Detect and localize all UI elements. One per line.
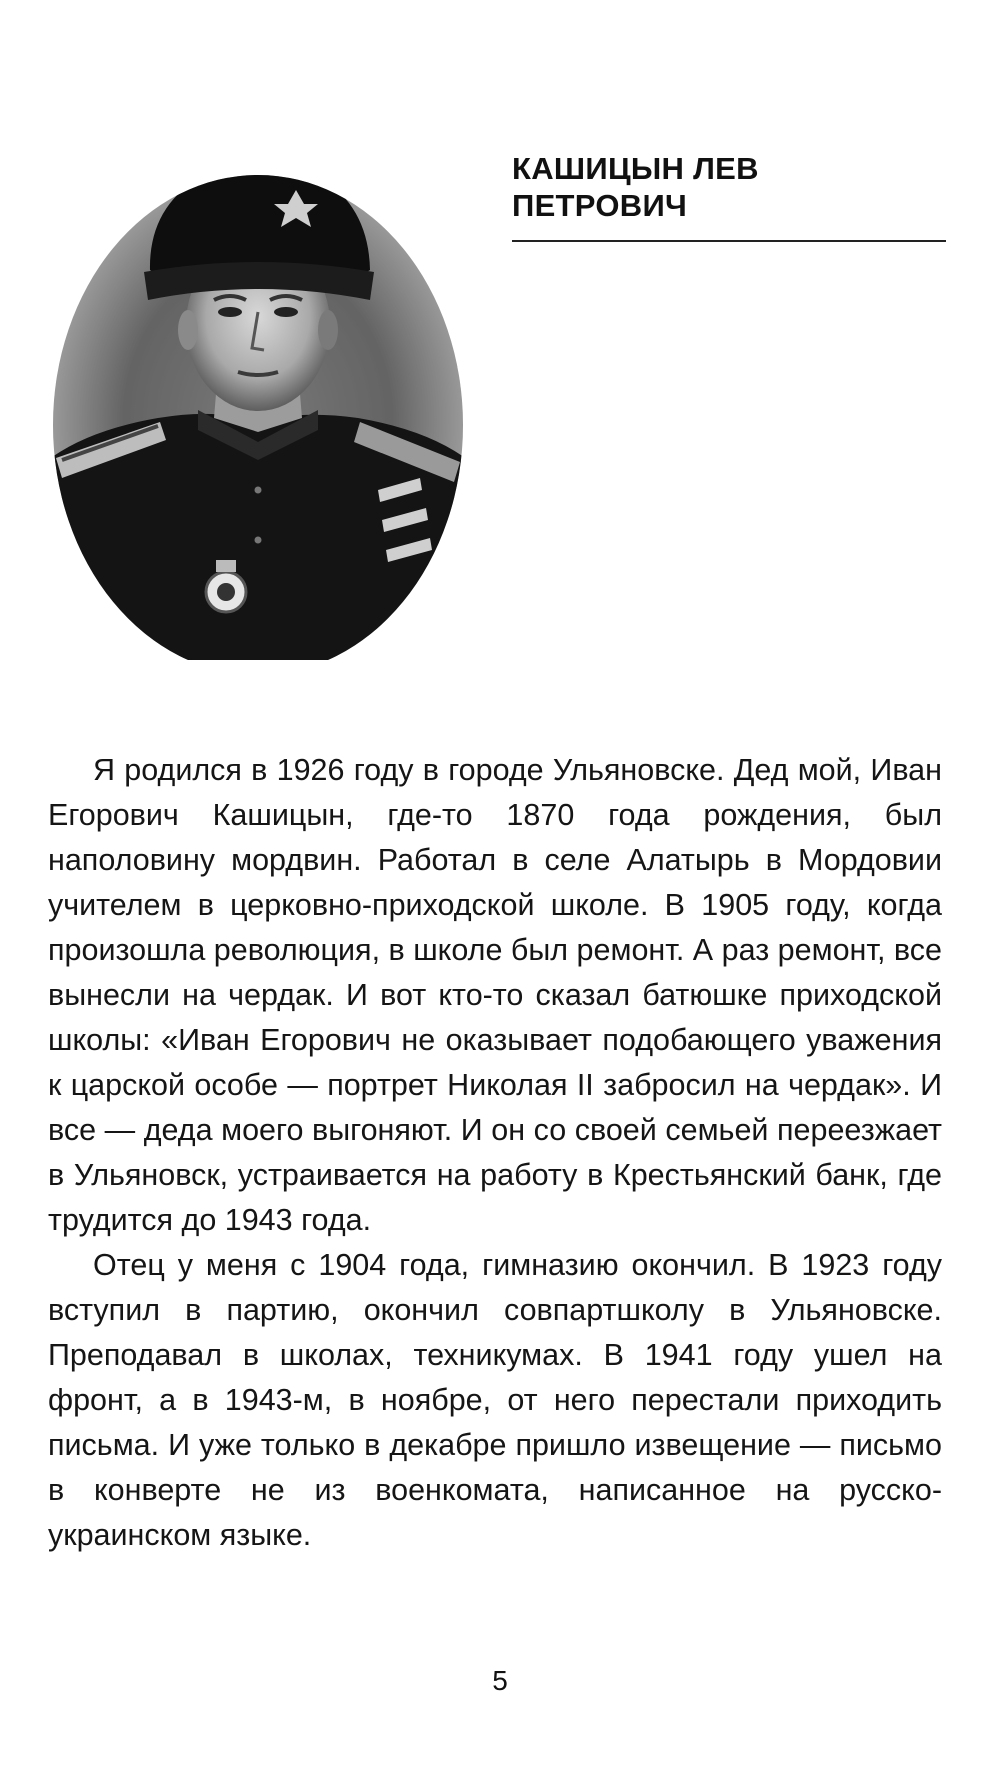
title-line-2: ПЕТРОВИЧ [512,188,688,223]
heading-block [512,150,946,242]
paragraph-1: Я родился в 1926 году в городе Ульяновске. Дед мой, Иван Егорович Кашицын, где-то 1870 года рождения, был наполовину мордвин. Работал в селе Алатырь в Мордовии учителем в церковно-приходской школе. В 1905 году, когда произошла революция, в школе был ремонт. А раз ремонт, все вынесли на чердак. И вот кто-то сказал батюшке приходской школы: «Иван Егорович не оказывает подобающего уважения к царской особе — портрет Николая II забросил на чердак». И все — деда моего выгоняют. И он со своей семьей переезжает в Ульяновск, устраивается на работу в Крестьянский банк, где трудится до 1943 года. [48,753,942,1237]
body-text [48,748,942,1558]
page-number: 5 [492,1665,508,1696]
paragraph-2: Отец у меня с 1904 года, гимназию окончил. В 1923 году вступил в партию, окончил совпартшколу в Ульяновске. Преподавал в школах, техникумах. В 1941 году ушел на фронт, а в 1943-м, в ноябре, от него перестали приходить письма. И уже только в декабре пришло извещение — письмо в конверте не из военкомата, написанное на русско-украинском языке. [48,1248,942,1552]
portrait-photo [48,160,468,660]
portrait-image [48,160,468,660]
title-line-1: КАШИЦЫН ЛЕВ [512,151,759,186]
person-name-title [512,150,946,224]
title-underline [512,240,946,242]
